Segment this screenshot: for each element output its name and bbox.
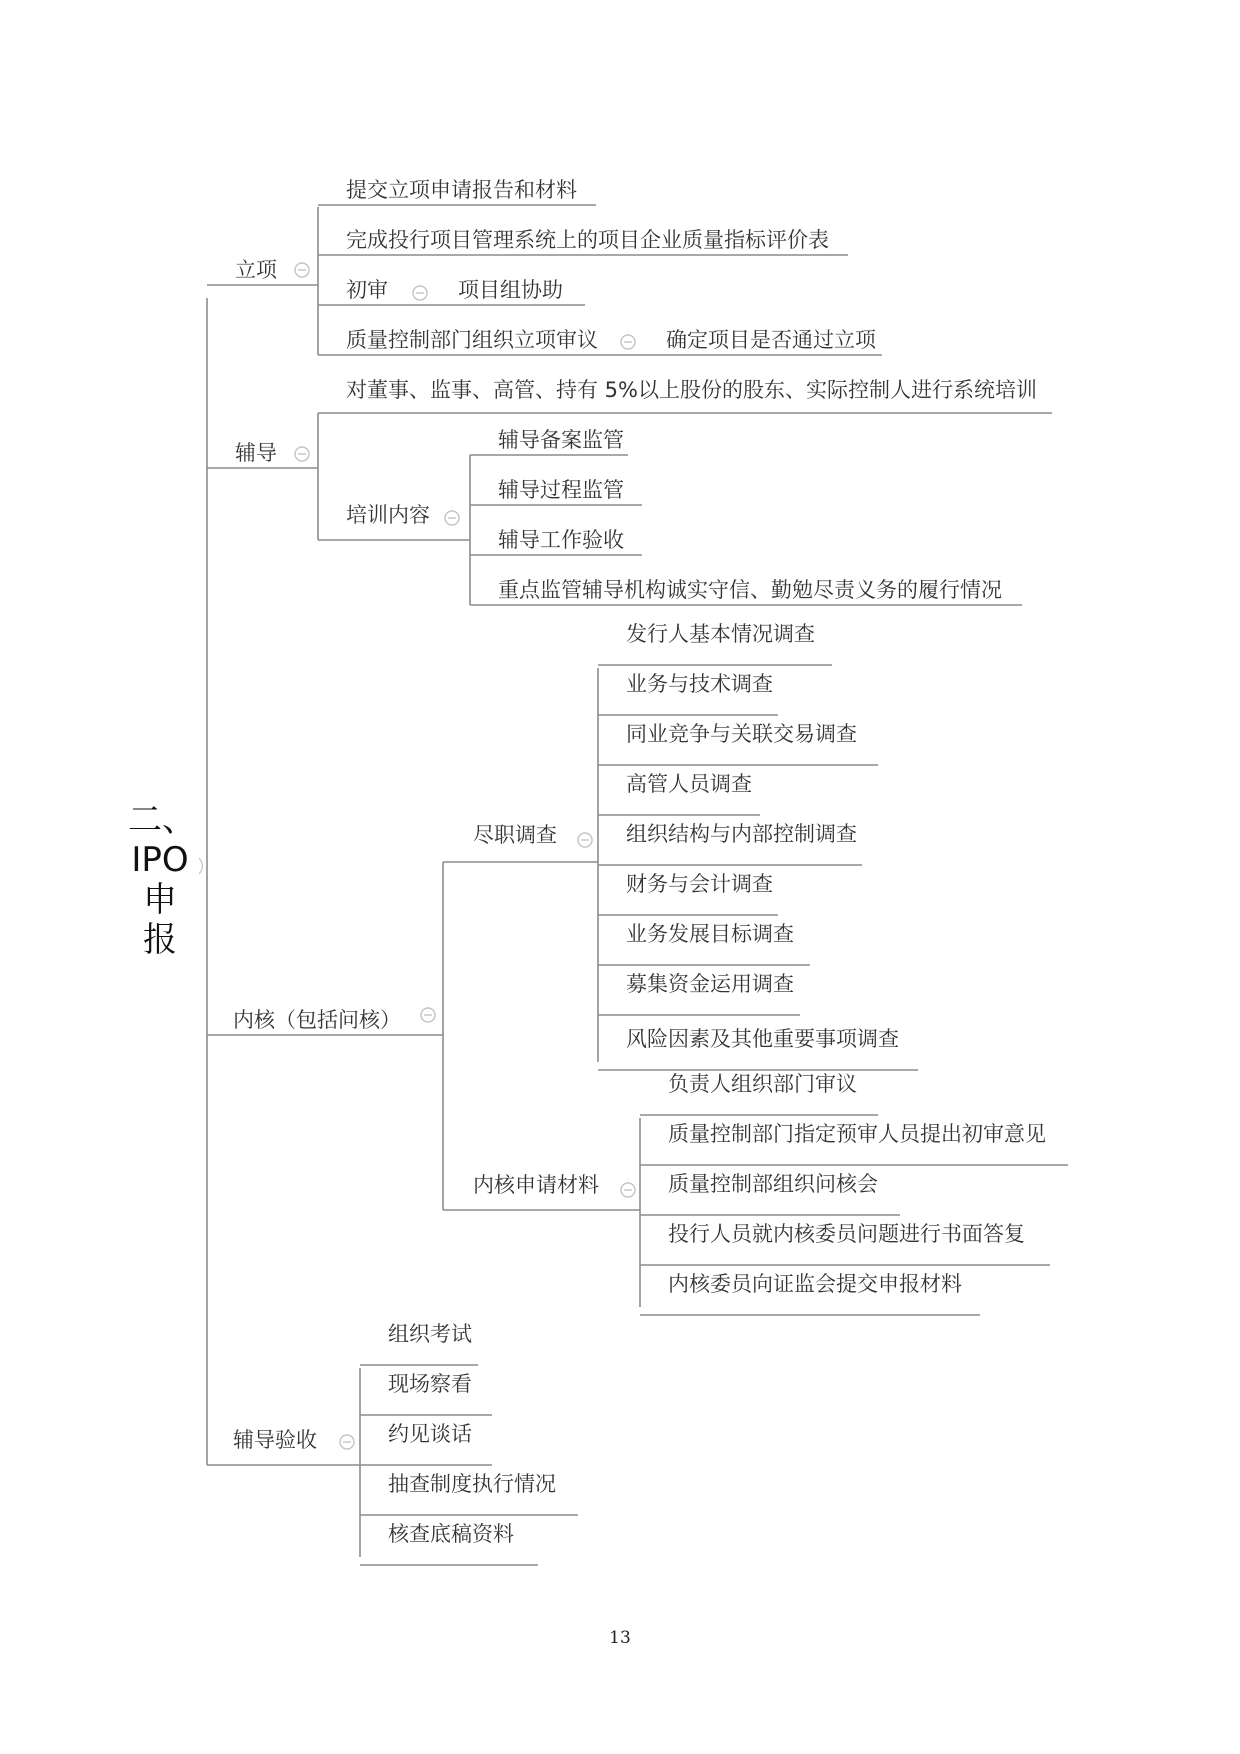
leaf-label: 现场察看	[388, 1372, 472, 1396]
node-label: 初审	[346, 278, 388, 302]
leaf-label: 确定项目是否通过立项	[666, 328, 876, 352]
leaf-label: 辅导过程监管	[498, 478, 624, 502]
leaf-label: 项目组协助	[458, 278, 563, 302]
leaf-label: 抽查制度执行情况	[388, 1472, 556, 1496]
root-connector-icon	[199, 858, 203, 874]
root-title-line: 报	[143, 920, 177, 960]
leaf-label: 财务与会计调查	[626, 872, 773, 896]
node-label: 内核申请材料	[473, 1173, 599, 1197]
leaf-label: 辅导备案监管	[498, 428, 624, 452]
leaf-label: 高管人员调查	[626, 772, 752, 796]
collapse-toggle-icon[interactable]	[621, 335, 635, 349]
root-title-line: 申	[143, 880, 177, 920]
collapse-toggle-icon[interactable]	[445, 511, 459, 525]
collapse-toggle-icon[interactable]	[578, 833, 592, 847]
collapse-toggle-icon[interactable]	[340, 1435, 354, 1449]
leaf-label: 约见谈话	[388, 1422, 472, 1446]
leaf-label: 重点监管辅导机构诚实守信、勤勉尽责义务的履行情况	[498, 578, 1002, 602]
leaf-label: 组织考试	[388, 1322, 472, 1346]
root-title-line: 二、	[128, 800, 196, 840]
node-label: 培训内容	[346, 503, 430, 527]
leaf-label: 发行人基本情况调查	[626, 622, 815, 646]
node-label: 质量控制部门组织立项审议	[346, 328, 598, 352]
branch-label-fudao: 辅导	[235, 441, 277, 465]
leaf-label: 业务与技术调查	[626, 672, 773, 696]
collapse-toggle-icon[interactable]	[621, 1183, 635, 1197]
branch-label-neihe: 内核（包括问核）	[233, 1008, 401, 1032]
leaf-label: 内核委员向证监会提交申报材料	[668, 1272, 962, 1296]
leaf-label: 核查底稿资料	[388, 1522, 514, 1546]
collapse-toggle-icon[interactable]	[413, 286, 427, 300]
leaf-label: 投行人员就内核委员问题进行书面答复	[668, 1222, 1025, 1246]
leaf-label: 募集资金运用调查	[626, 972, 794, 996]
leaf-label: 同业竞争与关联交易调查	[626, 722, 857, 746]
leaf-label: 提交立项申请报告和材料	[346, 178, 577, 202]
root-title-line: IPO	[131, 840, 189, 880]
leaf-label: 质量控制部组织问核会	[668, 1172, 878, 1196]
leaf-label: 辅导工作验收	[498, 528, 624, 552]
collapse-toggle-icon[interactable]	[421, 1008, 435, 1022]
leaf-label: 负责人组织部门审议	[668, 1072, 857, 1096]
leaf-label: 质量控制部门指定预审人员提出初审意见	[668, 1122, 1046, 1146]
collapse-toggle-icon[interactable]	[295, 263, 309, 277]
branch-label-fudao-yanshou: 辅导验收	[233, 1428, 317, 1452]
leaf-label: 业务发展目标调查	[626, 922, 794, 946]
leaf-label: 对董事、监事、高管、持有 5%以上股份的股东、实际控制人进行系统培训	[346, 378, 1037, 402]
collapse-toggle-icon[interactable]	[295, 447, 309, 461]
leaf-label: 风险因素及其他重要事项调查	[626, 1027, 899, 1051]
node-label: 尽职调查	[473, 823, 557, 847]
leaf-label: 组织结构与内部控制调查	[626, 822, 857, 846]
page-number: 13	[609, 1628, 631, 1648]
leaf-label: 完成投行项目管理系统上的项目企业质量指标评价表	[346, 228, 829, 252]
branch-label-lixiang: 立项	[235, 258, 277, 282]
